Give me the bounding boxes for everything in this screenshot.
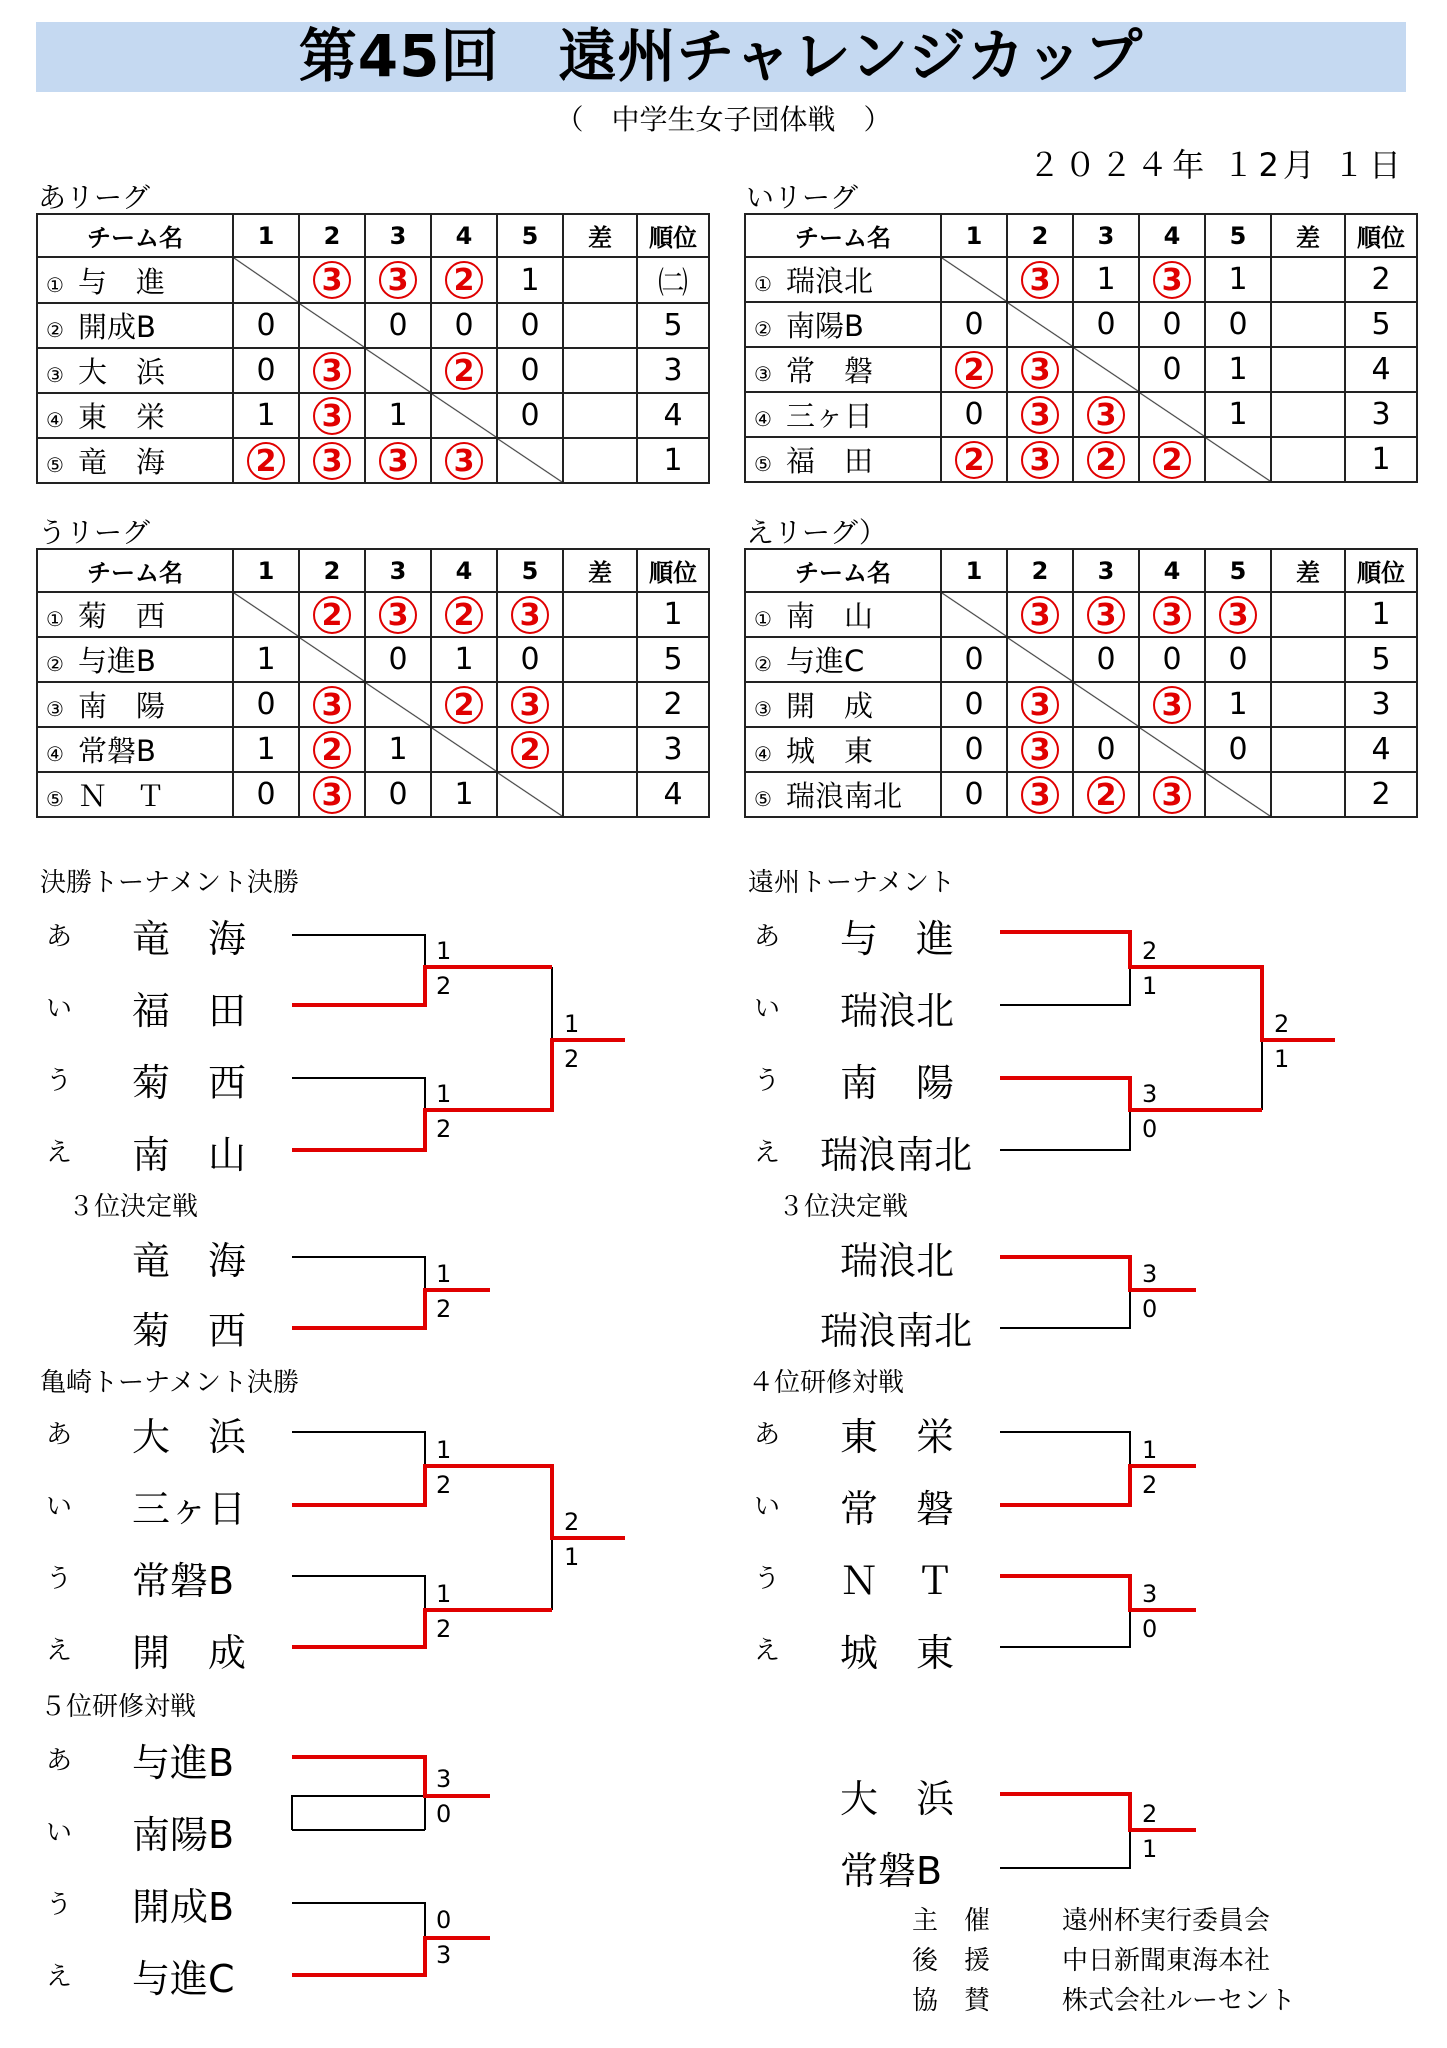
team-index: ① (46, 272, 64, 297)
match-result-cell: 0 (1205, 727, 1271, 772)
league-header-cell: 5 (497, 549, 563, 592)
team-name: 瑞浪南北 (785, 779, 902, 813)
team-index: ⑤ (754, 452, 772, 476)
fourth-team-3: Ｎ Ｔ (840, 1559, 955, 1603)
fifth-seed-a: あ (46, 1746, 73, 1776)
rank-cell: 4 (1345, 347, 1417, 392)
win-mark: 3 (313, 442, 351, 480)
rank-cell: 1 (637, 592, 709, 637)
third-team-1: 竜 海 (132, 1239, 247, 1283)
page-subtitle: （ 中学生女子団体戦 ） (555, 103, 892, 136)
extra-line-2 (1000, 1830, 1130, 1868)
match-result-cell: 0 (365, 772, 431, 817)
win-mark: 3 (511, 596, 549, 634)
fifth-score-1: 3 (436, 1765, 452, 1793)
league-header-cell: 4 (431, 549, 497, 592)
kame-seed-i: い (46, 1492, 73, 1522)
win-mark: 3 (1153, 776, 1191, 814)
extra-score-1: 2 (1142, 1800, 1158, 1828)
enshu-score-1: 2 (1142, 937, 1158, 965)
rank-cell: 2 (1345, 772, 1417, 817)
league-header-cell: チーム名 (37, 549, 233, 592)
team-name: 菊 西 (77, 599, 165, 633)
win-mark: 3 (1021, 596, 1059, 634)
fourth-team-4: 城 東 (840, 1631, 955, 1675)
match-result-cell: 0 (941, 392, 1007, 437)
team-name: 与進B (77, 644, 156, 678)
rank-cell: 4 (1345, 727, 1417, 772)
enshu-score-2: 1 (1142, 972, 1158, 1000)
league-header-cell: 3 (1073, 214, 1139, 257)
win-mark: 3 (1021, 731, 1059, 769)
third-title: ３位決定戦 (68, 1192, 199, 1222)
team-index: ③ (46, 363, 64, 387)
match-result-cell: 0 (233, 772, 299, 817)
fourth-title: ４位研修対戦 (748, 1368, 905, 1398)
league-header-cell: 5 (497, 214, 563, 257)
league-header-cell: チーム名 (745, 549, 941, 592)
win-mark: 3 (445, 442, 483, 480)
match-result-cell: 0 (941, 302, 1007, 347)
enshu-team-3: 南 陽 (840, 1061, 955, 1105)
win-mark: 2 (247, 442, 285, 480)
enshu-team-1: 与 進 (840, 917, 955, 961)
win-mark: 3 (313, 261, 351, 299)
rank-cell: 4 (637, 393, 709, 438)
rank-cell: 1 (637, 438, 709, 483)
win-mark: 3 (313, 352, 351, 390)
kame-score-3: 1 (436, 1580, 452, 1608)
team-name: 与進C (785, 644, 865, 678)
rank-cell: 5 (1345, 637, 1417, 682)
league-header-cell: 1 (941, 549, 1007, 592)
match-result-cell: 1 (431, 772, 497, 817)
team-name: 与 進 (77, 264, 165, 299)
team-name: 福 田 (785, 444, 873, 478)
enshu-seed-a: あ (754, 922, 781, 952)
match-result-cell: 1 (233, 637, 299, 682)
team-index: ① (754, 272, 772, 296)
team-index: ④ (754, 742, 772, 766)
league-header-cell: 1 (233, 214, 299, 257)
kame-team-1: 大 浜 (132, 1415, 247, 1459)
team-name: 竜 海 (77, 445, 165, 479)
league-header-cell: 4 (1139, 214, 1205, 257)
match-result-cell: 0 (1139, 347, 1205, 392)
final-score-2: 2 (436, 972, 452, 1000)
kame-final-score-1: 2 (564, 1508, 580, 1536)
match-result-cell: 0 (941, 727, 1007, 772)
fifth-seed-i: い (46, 1818, 73, 1848)
enshu-score-4: 0 (1142, 1115, 1158, 1143)
fourth-line-4 (1000, 1610, 1130, 1647)
win-mark: 3 (1153, 596, 1191, 634)
enshu-line-2 (1000, 967, 1130, 1005)
enshu-final-score-2: 1 (1274, 1045, 1290, 1073)
win-mark: 3 (313, 776, 351, 814)
team-index: ④ (754, 407, 772, 431)
fourth-score-1: 1 (1142, 1436, 1158, 1464)
team-index: ② (754, 652, 772, 676)
third-score-1: 1 (436, 1260, 452, 1288)
team-name: 常磐B (77, 734, 156, 768)
enshu-third-score-2: 0 (1142, 1295, 1158, 1323)
final-score-3: 1 (436, 1080, 452, 1108)
fifth-red-2 (292, 1938, 490, 1975)
league-header-cell: 差 (1271, 214, 1345, 257)
team-index: ① (754, 607, 772, 631)
enshu-score-3: 3 (1142, 1080, 1158, 1108)
seed-u: う (46, 1066, 73, 1096)
team-name: 南 陽 (77, 689, 165, 723)
match-result-cell: 1 (365, 727, 431, 772)
league-header-cell: 1 (233, 549, 299, 592)
rank-cell: 2 (1345, 257, 1417, 302)
rank-cell: 3 (637, 348, 709, 393)
win-mark: 3 (1021, 396, 1059, 434)
match-result-cell: 0 (497, 637, 563, 682)
match-result-cell: 1 (1205, 392, 1271, 437)
league-e-label: えリーグ） (746, 516, 887, 549)
league-header-cell: 順位 (1345, 549, 1417, 592)
fifth-title: ５位研修対戦 (40, 1692, 197, 1722)
match-result-cell: 1 (365, 393, 431, 438)
fifth-team-2: 南陽B (132, 1813, 235, 1857)
fourth-team-2: 常 磐 (840, 1487, 955, 1531)
kame-line-3 (292, 1576, 425, 1610)
match-result-cell: 0 (1205, 637, 1271, 682)
fifth-score-3: 0 (436, 1906, 452, 1934)
match-result-cell: 0 (1073, 727, 1139, 772)
enshu-seed-u: う (754, 1066, 781, 1096)
seed-a: あ (46, 922, 73, 952)
match-result-cell: 1 (233, 393, 299, 438)
final-team-3: 菊 西 (132, 1061, 247, 1105)
match-result-cell: 1 (233, 727, 299, 772)
win-mark: 3 (1087, 396, 1125, 434)
final-team-1: 竜 海 (132, 917, 247, 961)
league-header-cell: 差 (1271, 549, 1345, 592)
win-mark: 3 (379, 261, 417, 299)
footer-role-3: 協 賛 (912, 1986, 991, 2016)
fifth-line-2 (292, 1796, 425, 1830)
win-mark: 3 (1219, 596, 1257, 634)
fifth-team-1: 与進B (132, 1741, 235, 1785)
team-index: ③ (46, 697, 64, 721)
enshu-third-red (1000, 1257, 1196, 1290)
seed-e: え (46, 1138, 73, 1168)
league-i-label: いリーグ (746, 181, 859, 214)
third-score-2: 2 (436, 1295, 452, 1323)
league-header-cell: 5 (1205, 549, 1271, 592)
fourth-score-2: 2 (1142, 1471, 1158, 1499)
extra-red (1000, 1794, 1196, 1830)
enshu-team-2: 瑞浪北 (840, 989, 955, 1033)
win-mark: 2 (445, 352, 483, 390)
team-name: 瑞浪北 (785, 264, 873, 298)
kamezaki-title: 亀崎トーナメント決勝 (40, 1368, 299, 1398)
league-header-cell: チーム名 (745, 214, 941, 257)
win-mark: 3 (1021, 261, 1059, 299)
league-header-cell: チーム名 (37, 214, 233, 257)
rank-cell: 4 (637, 772, 709, 817)
match-result-cell: 0 (233, 348, 299, 393)
team-name: 開 成 (785, 689, 873, 723)
win-mark: 2 (1153, 441, 1191, 479)
match-result-cell: 0 (1139, 302, 1205, 347)
match-result-cell: 0 (1073, 637, 1139, 682)
footer-org-1: 遠州杯実行委員会 (1062, 1906, 1271, 1936)
league-header-cell: 2 (299, 549, 365, 592)
win-mark: 2 (955, 351, 993, 389)
match-result-cell: 0 (233, 682, 299, 727)
win-mark: 3 (313, 397, 351, 435)
rank-cell: 5 (1345, 302, 1417, 347)
win-mark: 3 (1021, 441, 1059, 479)
final-score-4: 2 (436, 1115, 452, 1143)
win-mark: 3 (1153, 686, 1191, 724)
team-index: ④ (46, 742, 64, 766)
team-index: ④ (46, 408, 64, 432)
league-header-cell: 2 (1007, 549, 1073, 592)
kame-team-3: 常磐B (132, 1559, 235, 1603)
footer-org-2: 中日新聞東海本社 (1062, 1946, 1271, 1976)
match-result-cell: 1 (1205, 257, 1271, 302)
team-index: ③ (754, 697, 772, 721)
fourth-seed-a: あ (754, 1420, 781, 1450)
fourth-score-3: 3 (1142, 1580, 1158, 1608)
match-result-cell: 0 (497, 303, 563, 348)
match-result-cell: 0 (941, 637, 1007, 682)
final-title: 決勝トーナメント決勝 (40, 868, 299, 898)
league-u-label: うリーグ (38, 516, 151, 549)
team-index: ⑤ (46, 787, 64, 811)
win-mark: 2 (445, 596, 483, 634)
final-score-1: 1 (436, 937, 452, 965)
enshu-seed-i: い (754, 994, 781, 1024)
kame-seed-a: あ (46, 1420, 73, 1450)
footer-org-3: 株式会社ルーセント (1062, 1986, 1296, 2016)
win-mark: 3 (1021, 686, 1059, 724)
fourth-seed-u: う (754, 1564, 781, 1594)
extra-team-2: 常磐B (840, 1849, 943, 1893)
third-team-2: 菊 西 (132, 1309, 247, 1353)
final-team-2: 福 田 (132, 989, 247, 1033)
win-mark: 2 (313, 731, 351, 769)
enshu-third-team-2: 瑞浪南北 (820, 1309, 973, 1353)
fourth-seed-e: え (754, 1636, 781, 1666)
enshu-team-4: 瑞浪南北 (820, 1133, 973, 1177)
extra-score-2: 1 (1142, 1835, 1158, 1863)
kame-score-1: 1 (436, 1436, 452, 1464)
win-mark: 2 (511, 731, 549, 769)
final-red-1 (292, 967, 552, 1005)
team-name: 三ヶ日 (785, 399, 873, 433)
rank-cell: 1 (1345, 437, 1417, 482)
fifth-seed-u: う (46, 1890, 73, 1920)
final-line-3 (292, 1078, 425, 1110)
match-result-cell: 0 (365, 637, 431, 682)
match-result-cell: 0 (941, 772, 1007, 817)
win-mark: 3 (1153, 261, 1191, 299)
rank-cell: 3 (1345, 682, 1417, 727)
fourth-score-4: 0 (1142, 1615, 1158, 1643)
final-final-score-2: 2 (564, 1045, 580, 1073)
team-name: 南陽B (785, 309, 864, 343)
kame-line-1 (292, 1432, 425, 1466)
team-name: 東 栄 (77, 400, 165, 434)
final-line-1 (292, 935, 425, 967)
win-mark: 3 (313, 686, 351, 724)
kame-score-4: 2 (436, 1615, 452, 1643)
win-mark: 2 (1087, 441, 1125, 479)
league-header-cell: 順位 (637, 549, 709, 592)
fourth-red-1 (1000, 1466, 1196, 1505)
win-mark: 3 (511, 686, 549, 724)
win-mark: 3 (379, 442, 417, 480)
enshu-final-score-1: 2 (1274, 1010, 1290, 1038)
event-date: ２０２４年 １2月 １日 (1028, 146, 1405, 184)
win-mark: 2 (955, 441, 993, 479)
league-header-cell: 1 (941, 214, 1007, 257)
match-result-cell: 1 (497, 257, 563, 303)
rank-cell: 5 (637, 637, 709, 682)
kame-final-score-2: 1 (564, 1543, 580, 1571)
fourth-line-1 (1000, 1432, 1130, 1466)
kame-seed-u: う (46, 1564, 73, 1594)
league-a-label: あリーグ (38, 181, 151, 214)
team-index: ② (754, 317, 772, 341)
match-result-cell: 0 (497, 393, 563, 438)
team-name: 常 磐 (785, 354, 873, 388)
match-result-cell: 1 (1205, 682, 1271, 727)
fourth-team-1: 東 栄 (840, 1415, 955, 1459)
league-header-cell: 差 (563, 549, 637, 592)
fourth-red-2 (1000, 1576, 1196, 1610)
kame-team-2: 三ヶ日 (132, 1487, 247, 1531)
extra-team-1: 大 浜 (840, 1777, 955, 1821)
enshu-line-4 (1000, 1110, 1130, 1150)
league-header-cell: 順位 (1345, 214, 1417, 257)
kame-red-2 (292, 1610, 552, 1647)
win-mark: 2 (1087, 776, 1125, 814)
enshu-third-line-2 (1000, 1290, 1130, 1328)
match-result-cell: 0 (365, 303, 431, 348)
final-team-4: 南 山 (132, 1133, 247, 1177)
fifth-line-3 (292, 1903, 425, 1938)
match-result-cell: 0 (1073, 302, 1139, 347)
fifth-seed-e: え (46, 1962, 73, 1992)
fifth-score-2: 0 (436, 1800, 452, 1828)
rank-cell: 3 (1345, 392, 1417, 437)
fifth-score-4: 3 (436, 1941, 452, 1969)
league-header-cell: 4 (431, 214, 497, 257)
match-result-cell: 0 (941, 682, 1007, 727)
kame-score-2: 2 (436, 1471, 452, 1499)
rank-cell: 2 (637, 682, 709, 727)
league-header-cell: 4 (1139, 549, 1205, 592)
team-name: 南 山 (785, 599, 873, 633)
rank-cell: 3 (637, 727, 709, 772)
rank-cell: ㈡ (637, 257, 709, 303)
match-result-cell: 0 (431, 303, 497, 348)
enshu-title: 遠州トーナメント (748, 868, 955, 898)
match-result-cell: 0 (1205, 302, 1271, 347)
seed-i: い (46, 994, 73, 1024)
match-result-cell: 1 (1205, 347, 1271, 392)
match-result-cell: 0 (1139, 637, 1205, 682)
team-index: ① (46, 607, 64, 631)
win-mark: 3 (1021, 351, 1059, 389)
enshu-third-title: ３位決定戦 (778, 1192, 909, 1222)
page-title: 第45回 遠州チャレンジカップ (298, 22, 1144, 90)
league-header-cell: 2 (1007, 214, 1073, 257)
rank-cell: 1 (1345, 592, 1417, 637)
fifth-team-4: 与進C (132, 1957, 235, 2001)
team-name: 開成B (77, 310, 156, 344)
win-mark: 2 (445, 261, 483, 299)
league-header-cell: 3 (365, 214, 431, 257)
footer-role-1: 主 催 (912, 1906, 991, 1936)
win-mark: 2 (445, 686, 483, 724)
fifth-team-3: 開成B (132, 1885, 235, 1929)
team-index: ② (46, 652, 64, 676)
team-index: ③ (754, 362, 772, 386)
league-header-cell: 差 (563, 214, 637, 257)
team-name: 大 浜 (77, 355, 165, 389)
team-index: ⑤ (46, 453, 64, 477)
team-index: ② (46, 318, 64, 342)
team-name: 城 東 (785, 734, 873, 768)
win-mark: 3 (379, 596, 417, 634)
win-mark: 3 (1021, 776, 1059, 814)
league-header-cell: 2 (299, 214, 365, 257)
league-header-cell: 3 (1073, 549, 1139, 592)
enshu-third-team-1: 瑞浪北 (840, 1239, 955, 1283)
enshu-red-2 (1000, 1078, 1262, 1110)
league-header-cell: 5 (1205, 214, 1271, 257)
fourth-seed-i: い (754, 1492, 781, 1522)
team-index: ⑤ (754, 787, 772, 811)
league-header-cell: 順位 (637, 214, 709, 257)
rank-cell: 5 (637, 303, 709, 348)
win-mark: 3 (1087, 596, 1125, 634)
footer-role-2: 後 援 (912, 1946, 991, 1976)
enshu-seed-e: え (754, 1138, 781, 1168)
match-result-cell: 1 (1073, 257, 1139, 302)
win-mark: 2 (313, 596, 351, 634)
team-name: Ｎ Ｔ (77, 779, 165, 813)
kame-seed-e: え (46, 1636, 73, 1666)
kame-team-4: 開 成 (132, 1631, 247, 1675)
match-result-cell: 0 (497, 348, 563, 393)
fifth-red-1 (292, 1757, 490, 1796)
league-header-cell: 3 (365, 549, 431, 592)
enshu-third-score-1: 3 (1142, 1260, 1158, 1288)
match-result-cell: 0 (233, 303, 299, 348)
final-final-score-1: 1 (564, 1010, 580, 1038)
third-red (292, 1290, 490, 1328)
match-result-cell: 1 (431, 637, 497, 682)
third-line-1 (292, 1257, 425, 1290)
